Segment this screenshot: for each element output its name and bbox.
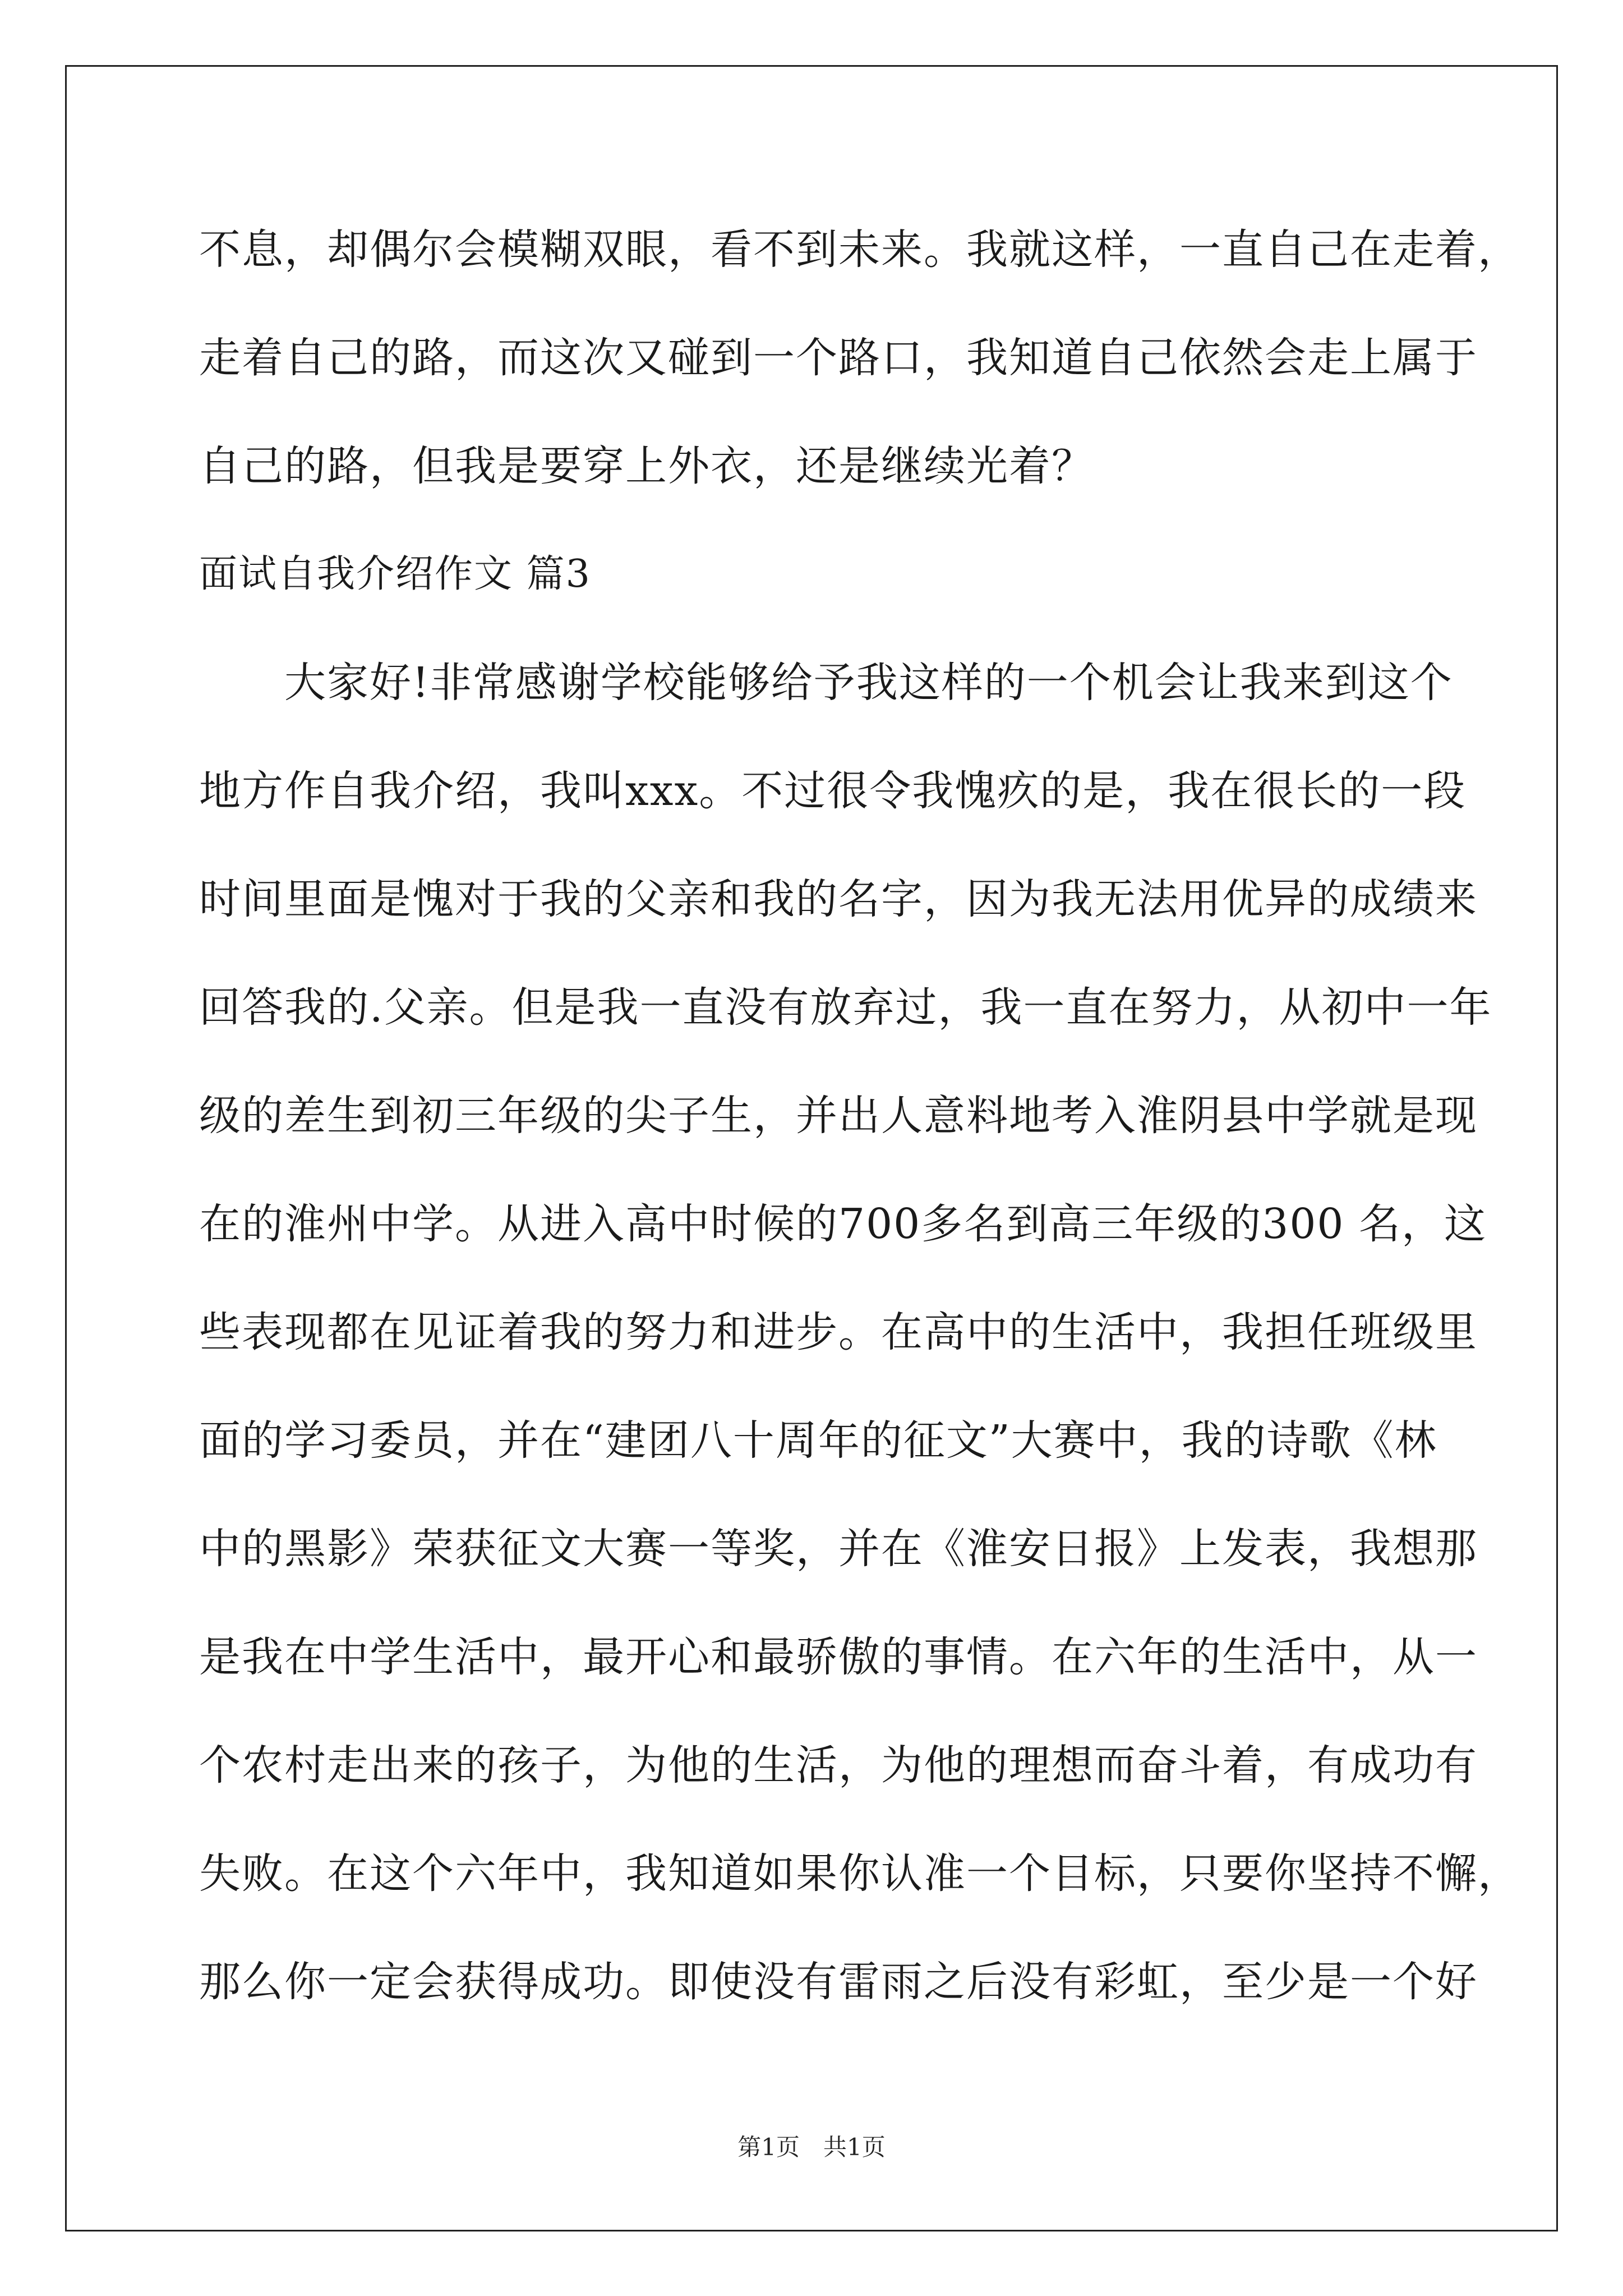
- text-line: 地方作自我介绍，我叫xxx。不过很令我愧疚的是，我在很长的一段: [199, 767, 1467, 815]
- text-line: 不息，却偶尔会模糊双眼，看不到未来。我就这样，一直自己在走着，: [199, 226, 1520, 274]
- text-line: 那么你一定会获得成功。即使没有雷雨之后没有彩虹，至少是一个好: [199, 1958, 1478, 2006]
- text-line: 中的黑影》荣获征文大赛一等奖，并在《淮安日报》上发表，我想那: [199, 1525, 1478, 1573]
- text-line: 在的淮州中学。从进入高中时候的700多名到高三年级的300 名，这: [199, 1200, 1487, 1248]
- text-line: 走着自己的路，而这次又碰到一个路口，我知道自己依然会走上属于: [199, 334, 1478, 382]
- text-line: 级的差生到初三年级的尖子生，并出人意料地考入淮阴县中学就是现: [199, 1092, 1478, 1140]
- text-line: 是我在中学生活中，最开心和最骄傲的事情。在六年的生活中，从一: [199, 1633, 1478, 1681]
- page-border: [65, 65, 1558, 2231]
- text-line: 大家好!非常感谢学校能够给予我这样的一个机会让我来到这个: [199, 659, 1453, 707]
- text-line: 个农村走出来的孩子，为他的生活，为他的理想而奋斗着，有成功有: [199, 1741, 1478, 1789]
- text-line: 失败。在这个六年中，我知道如果你认准一个目标，只要你坚持不懈，: [199, 1849, 1520, 1898]
- text-line: 面的学习委员，并在“建团八十周年的征文”大赛中，我的诗歌《林: [199, 1416, 1437, 1465]
- section-heading: 面试自我介绍作文 篇3: [199, 552, 591, 596]
- text-line: 时间里面是愧对于我的父亲和我的名字，因为我无法用优异的成绩来: [199, 875, 1478, 923]
- text-line: 回答我的.父亲。但是我一直没有放弃过，我一直在努力，从初中一年: [199, 983, 1492, 1032]
- text-line: 些表现都在见证着我的努力和进步。在高中的生活中，我担任班级里: [199, 1308, 1478, 1356]
- text-line: 自己的路，但我是要穿上外衣，还是继续光着？: [199, 442, 1094, 490]
- page-number: 第1页 共1页: [737, 2133, 886, 2161]
